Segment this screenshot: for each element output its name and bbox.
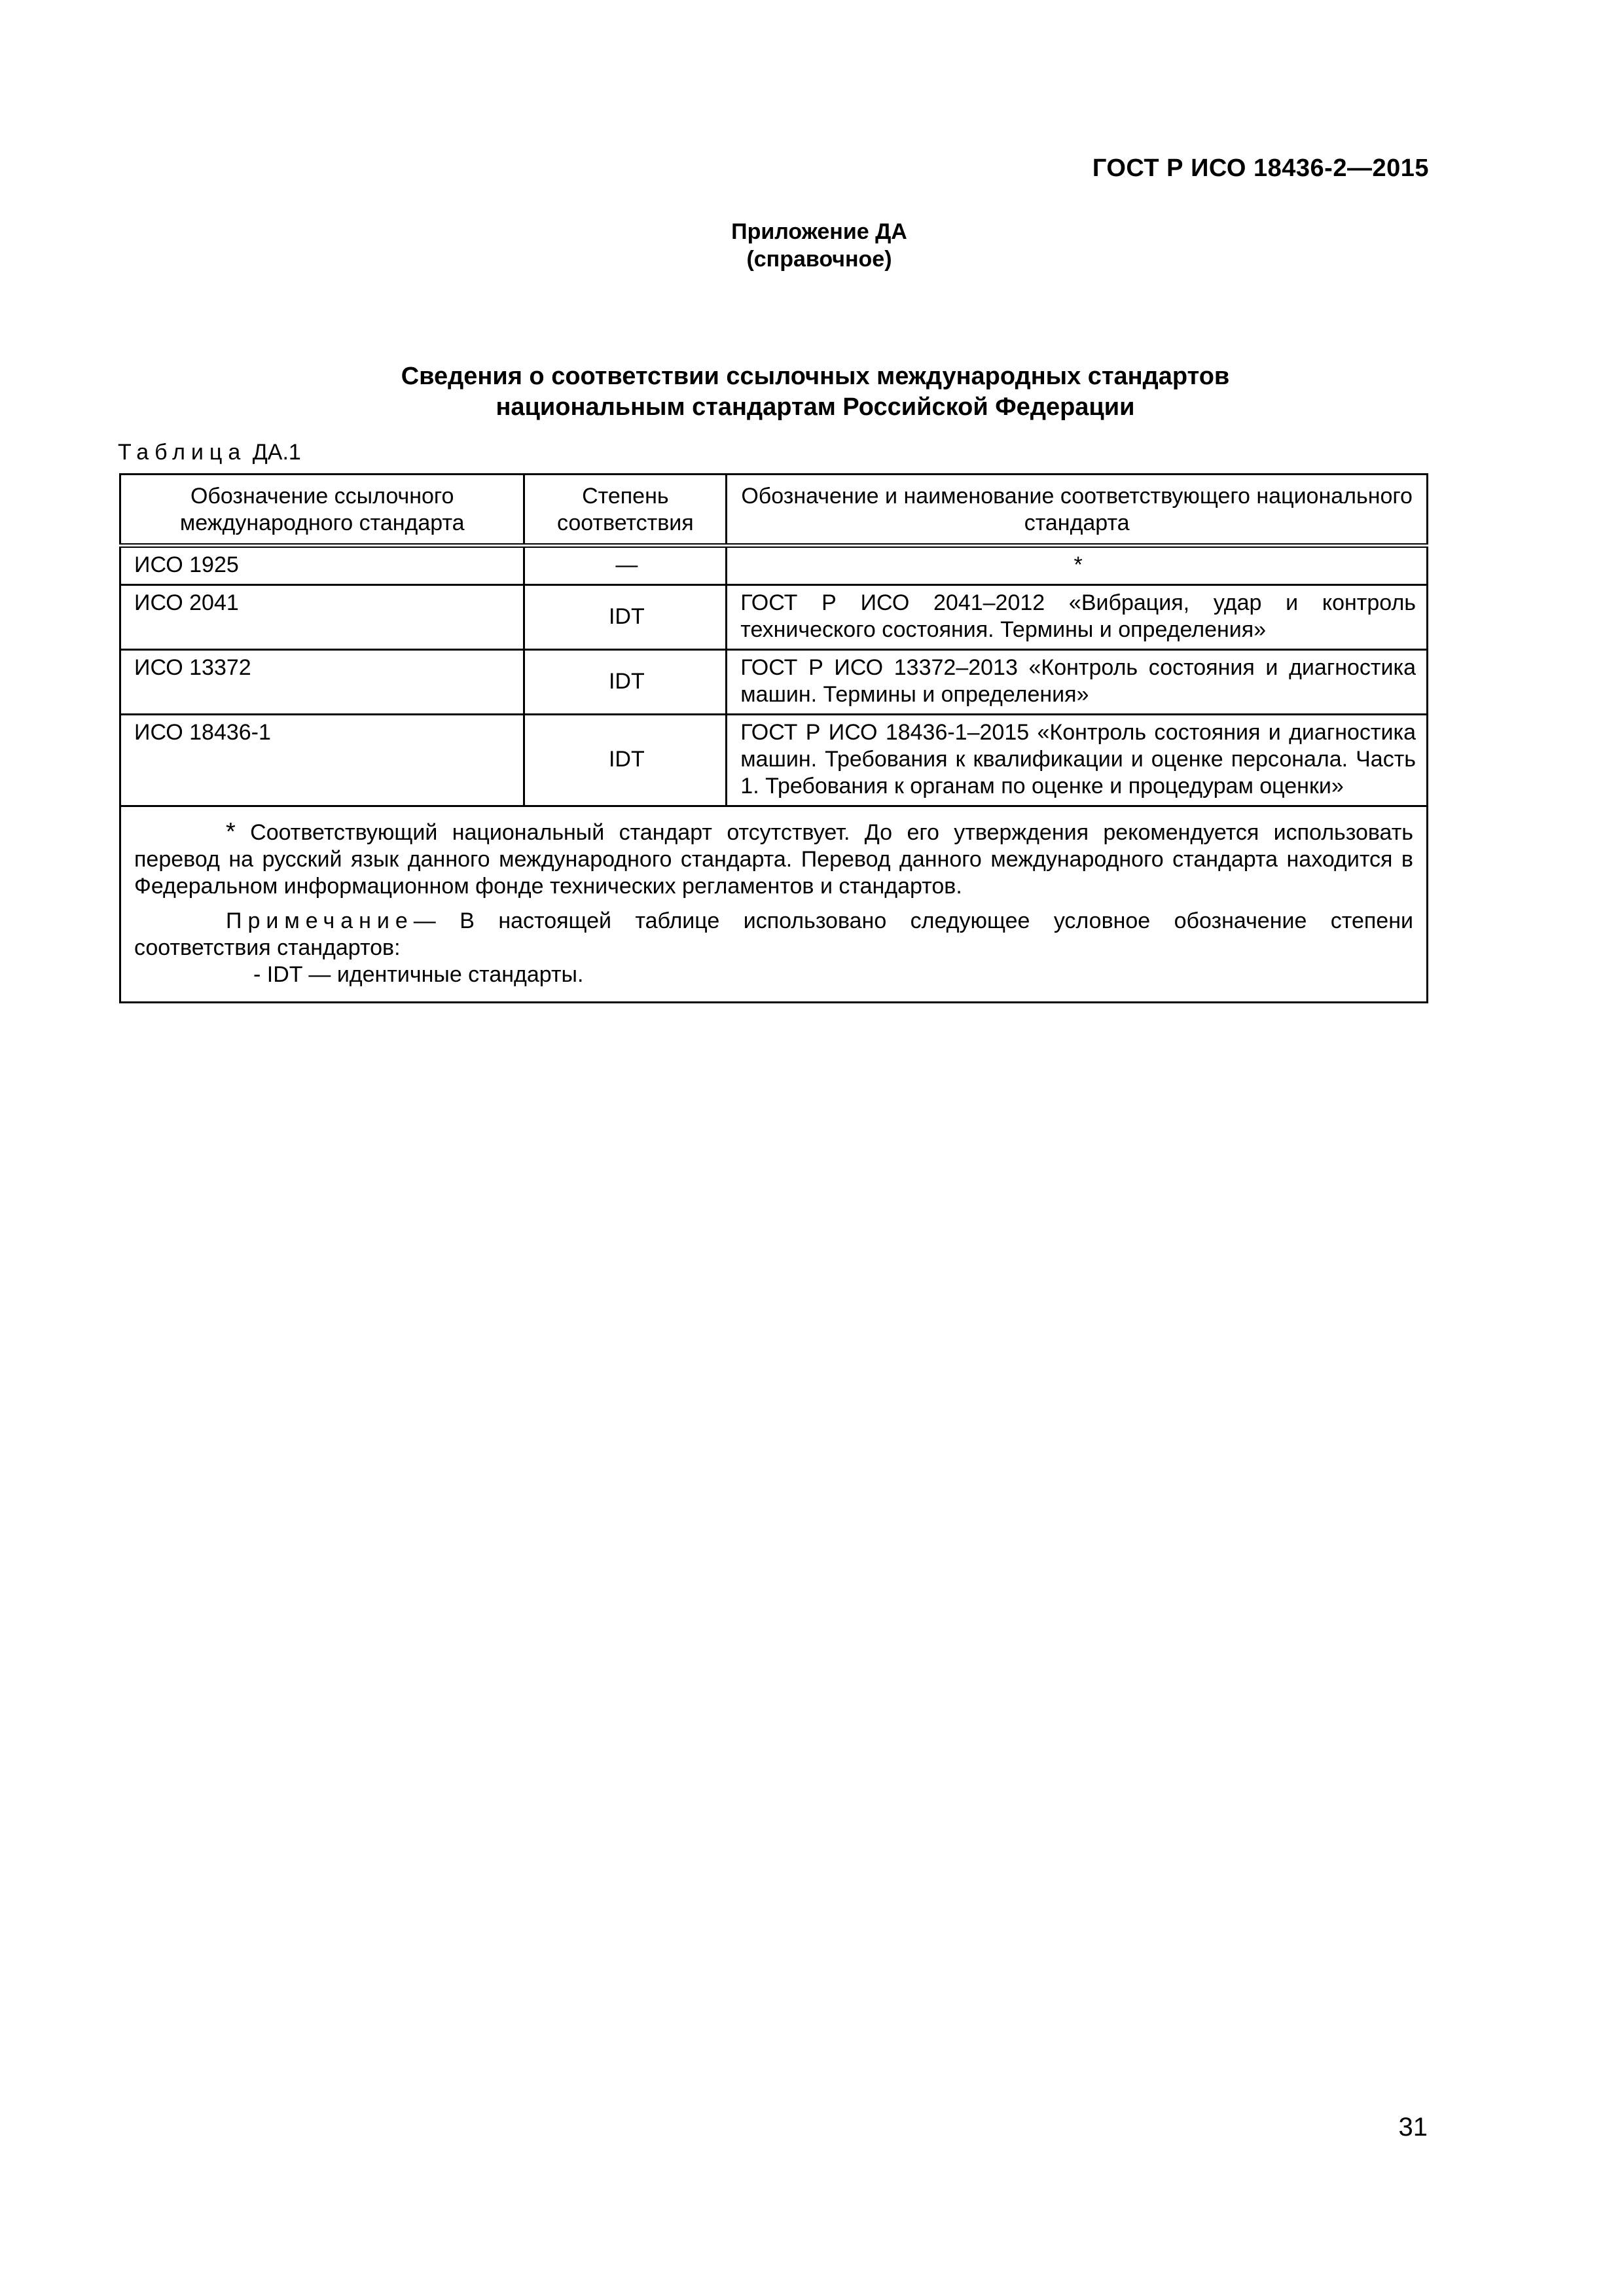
appendix-title: Приложение ДА [731, 219, 907, 244]
header-degree: Степень соответствия [524, 475, 727, 546]
table-label-word: Таблица [118, 440, 247, 465]
table-notes-row [120, 806, 1428, 1003]
table-row [120, 650, 1428, 715]
table-note [134, 908, 1413, 961]
degree-cell: — [524, 546, 727, 585]
page-number: 31 [1398, 2113, 1428, 2142]
standards-correspondence-table [119, 473, 1428, 1003]
table-row [120, 715, 1428, 806]
section-heading-line-1: Сведения о соответствии ссылочных международных стандартов [401, 363, 1230, 390]
footnote-marker: * [226, 818, 236, 846]
intl-standard-cell: ИСО 1925 [120, 546, 524, 585]
table-label-number: ДА.1 [252, 440, 301, 465]
intl-standard-cell: ИСО 18436-1 [120, 715, 524, 806]
national-standard-cell: ГОСТ Р ИСО 18436-1–2015 «Контроль состояния и диагностика машин. Требования к квалификации и оценке персонала. Часть 1. Требования к органам по оценке и процедурам оценки» [727, 715, 1428, 806]
national-standard-cell: ГОСТ Р ИСО 2041–2012 «Вибрация, удар и контроль технического состояния. Термины и определения» [727, 585, 1428, 650]
degree-cell: IDT [524, 585, 727, 650]
footnote [134, 819, 1413, 900]
national-standard-cell: ГОСТ Р ИСО 13372–2013 «Контроль состояния и диагностика машин. Термины и определения» [727, 650, 1428, 715]
footnote-text: Соответствующий национальный стандарт отсутствует. До его утверждения рекомендуется использовать перевод на русский язык данного международного стандарта. Перевод данного международного стандарта находится в Федеральном информационном фонде технических регламентов и стандартов. [134, 820, 1413, 899]
table-header-row [120, 475, 1428, 546]
table-row [120, 585, 1428, 650]
intl-standard-cell: ИСО 13372 [120, 650, 524, 715]
table-label [118, 440, 301, 465]
section-heading [0, 361, 1624, 423]
table-notes-cell [120, 806, 1428, 1003]
intl-standard-cell: ИСО 2041 [120, 585, 524, 650]
national-standard-cell: * [727, 546, 1428, 585]
table-row [120, 546, 1428, 585]
header-national-standard: Обозначение и наименование соответствующего национального стандарта [727, 475, 1428, 546]
appendix-subtitle: (справочное) [746, 247, 892, 272]
header-intl-standard: Обозначение ссылочного международного стандарта [120, 475, 524, 546]
section-heading-line-2: национальным стандартам Российской Федерации [496, 393, 1135, 421]
appendix-title-block [0, 218, 1624, 273]
degree-cell: IDT [524, 650, 727, 715]
note-label: Примечание [226, 908, 414, 933]
note-text: — В настоящей таблице использовано следующее условное обозначение степени соответствия стандартов: [134, 908, 1413, 960]
note-list-item: - IDT — идентичные стандарты. [253, 962, 584, 987]
degree-cell: IDT [524, 715, 727, 806]
document-code: ГОСТ Р ИСО 18436-2—2015 [1092, 154, 1429, 182]
